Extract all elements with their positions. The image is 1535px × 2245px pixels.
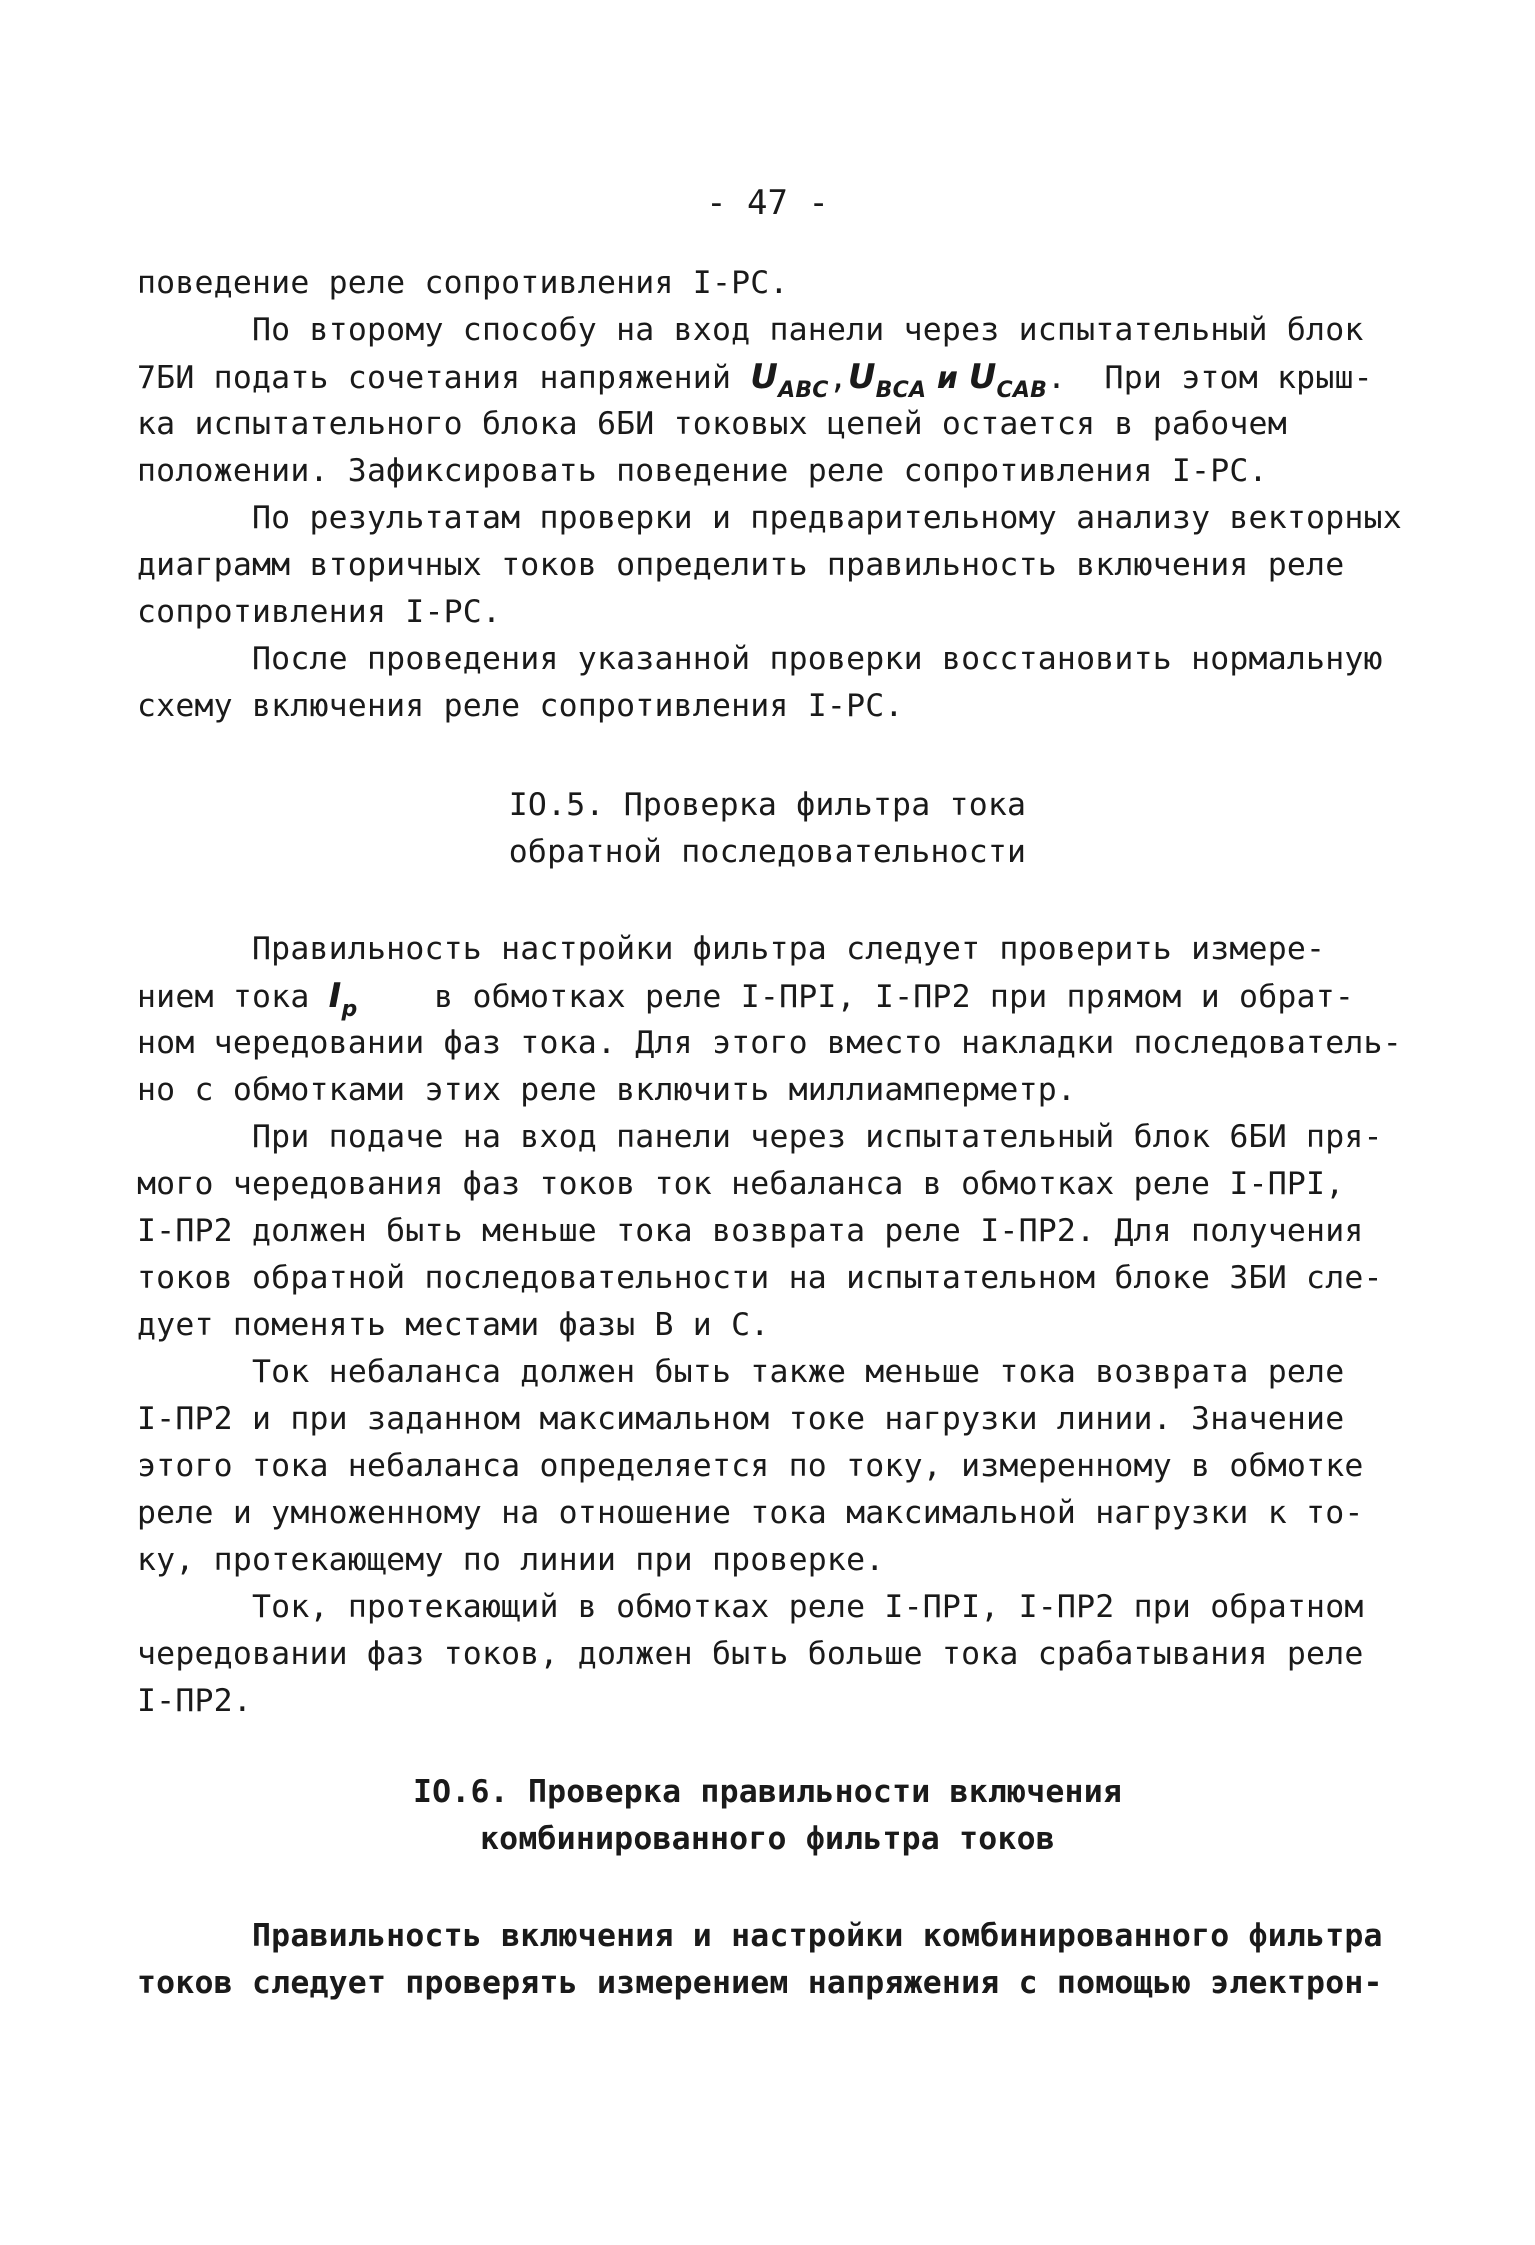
conjunction: и <box>926 361 969 396</box>
section-heading: комбинированного фильтра токов <box>480 1821 1055 1857</box>
voltage-subscript: ABC <box>778 378 829 403</box>
text-line: I-ПР2 и при заданном максимальном токе нагрузки линии. Значение <box>137 1401 1345 1437</box>
current-subscript: p <box>341 997 358 1022</box>
text-line-with-formula <box>137 976 1354 1030</box>
text-line: Правильность настройки фильтра следует проверить измере- <box>252 931 1326 967</box>
text-line: чередовании фаз токов, должен быть больше тока срабатывания реле <box>137 1636 1364 1672</box>
page-number: - 47 - <box>706 183 829 223</box>
section-heading: IO.5. Проверка фильтра тока <box>508 787 1027 823</box>
text-line: Ток небаланса должен быть также меньше тока возврата реле <box>252 1354 1345 1390</box>
text-line-with-formula <box>137 357 1373 411</box>
section-heading: IO.6. Проверка правильности включения <box>412 1774 1123 1810</box>
text-line: схему включения реле сопротивления I-РС. <box>137 688 904 724</box>
text-line: поведение реле сопротивления I-РС. <box>137 265 789 301</box>
text-line: I-ПР2 должен быть меньше тока возврата реле I-ПР2. Для получения <box>137 1213 1364 1249</box>
voltage-symbol: U <box>750 357 779 397</box>
voltage-symbol: U <box>847 357 876 397</box>
text-line: I-ПР2. <box>137 1683 252 1719</box>
text-line: ка испытательного блока 6БИ токовых цепей остается в рабочем <box>137 406 1287 442</box>
text-line: положении. Зафиксировать поведение реле сопротивления I-РС. <box>137 453 1268 489</box>
text-line: мого чередования фаз токов ток небаланса в обмотках реле I-ПРI, <box>137 1166 1345 1202</box>
text-fragment: в обмотках реле I-ПРI, I-ПР2 при прямом и обрат- <box>357 979 1355 1015</box>
text-line: По результатам проверки и предварительному анализу векторных <box>252 500 1402 536</box>
section-heading: обратной последовательности <box>508 834 1027 870</box>
text-line: Ток, протекающий в обмотках реле I-ПРI, I-ПР2 при обратном <box>252 1589 1364 1625</box>
text-line: сопротивления I-РС. <box>137 594 502 630</box>
text-line: этого тока небаланса определяется по току, измеренному в обмотке <box>137 1448 1364 1484</box>
separator: , <box>828 360 848 396</box>
text-line: но с обмотками этих реле включить миллиамперметр. <box>137 1072 1077 1108</box>
voltage-symbol: U <box>968 357 997 397</box>
text-fragment: . При этом крыш- <box>1047 360 1373 396</box>
text-line: диаграмм вторичных токов определить правильность включения реле <box>137 547 1345 583</box>
text-line: При подаче на вход панели через испытательный блок 6БИ пря- <box>252 1119 1383 1155</box>
text-line: реле и умноженному на отношение тока максимальной нагрузки к то- <box>137 1495 1364 1531</box>
text-line: После проведения указанной проверки восстановить нормальную <box>252 641 1383 677</box>
current-symbol: I <box>328 976 342 1016</box>
text-line: По второму способу на вход панели через испытательный блок <box>252 312 1364 348</box>
text-fragment: нием тока <box>137 979 329 1015</box>
text-line: ном чередовании фаз тока. Для этого вместо накладки последователь- <box>137 1025 1402 1061</box>
voltage-subscript: BCA <box>875 378 927 403</box>
text-line: ку, протекающему по линии при проверке. <box>137 1542 885 1578</box>
text-line: дует поменять местами фазы В и С. <box>137 1307 770 1343</box>
text-line: токов обратной последовательности на испытательном блоке 3БИ сле- <box>137 1260 1383 1296</box>
text-line: токов следует проверять измерением напряжения с помощью электрон- <box>137 1965 1383 2001</box>
voltage-subscript: CAB <box>996 378 1048 403</box>
text-fragment: 7БИ подать сочетания напряжений <box>137 360 751 396</box>
text-line: Правильность включения и настройки комбинированного фильтра <box>252 1918 1383 1954</box>
